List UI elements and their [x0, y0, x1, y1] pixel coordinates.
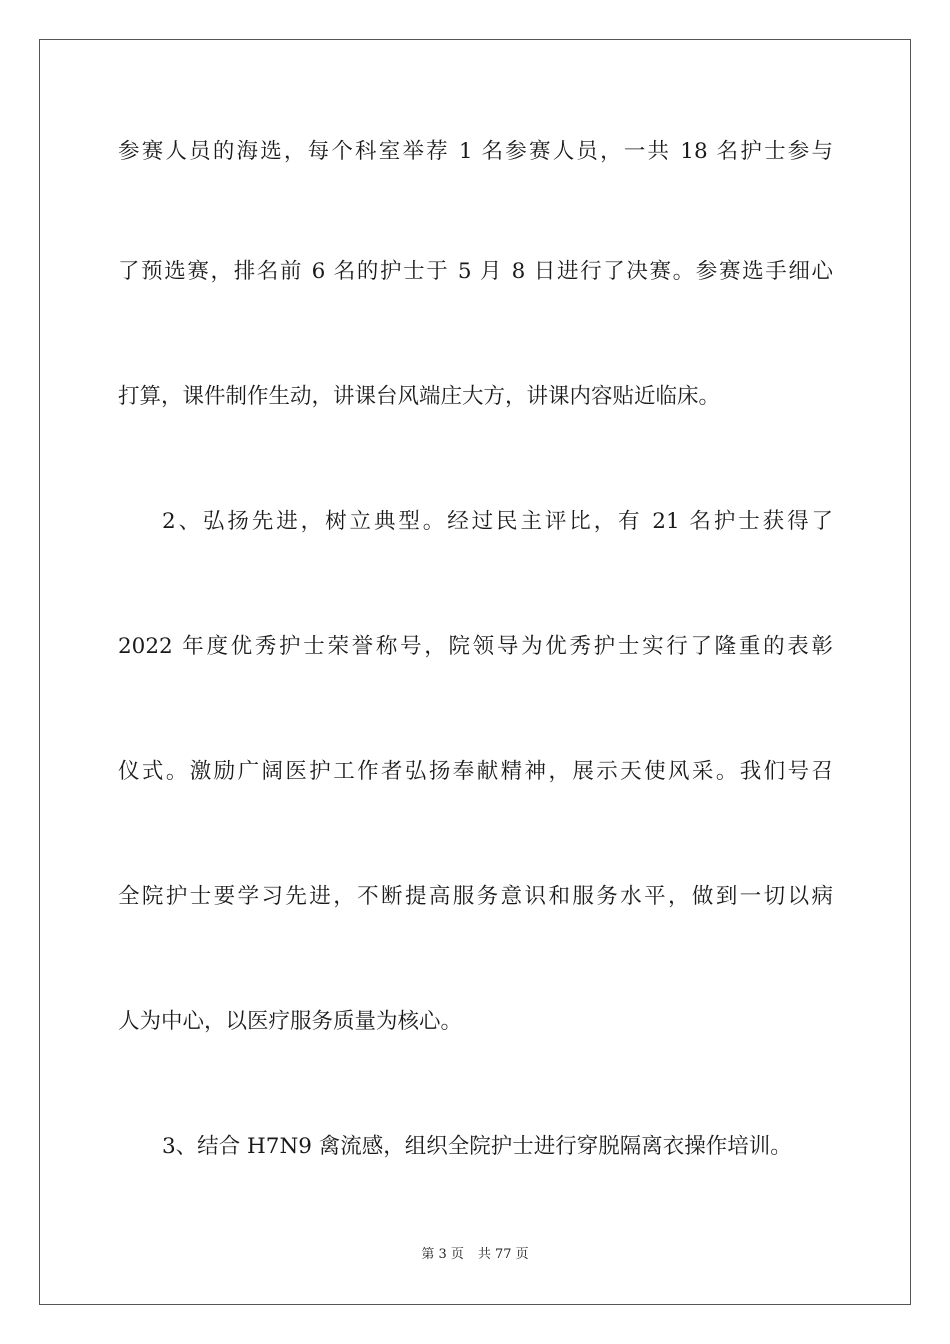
- page-footer: [0, 1246, 950, 1264]
- paragraph-line: 仪式。激励广阔医护工作者弘扬奉献精神，展示天使风采。我们号召: [118, 759, 833, 784]
- page-border: [39, 39, 911, 1305]
- paragraph-line: 人为中心，以医疗服务质量为核心。: [118, 1009, 463, 1034]
- paragraph-line: 参赛人员的海选，每个科室举荐 1 名参赛人员，一共 18 名护士参与: [118, 139, 833, 164]
- paragraph-line: 2022 年度优秀护士荣誉称号，院领导为优秀护士实行了隆重的表彰: [118, 634, 833, 659]
- page-number: 第 3 页: [421, 1247, 464, 1262]
- page-total: 共 77 页: [477, 1247, 529, 1262]
- paragraph-line: 2、弘扬先进，树立典型。经过民主评比，有 21 名护士获得了: [162, 509, 833, 534]
- paragraph-line: 全院护士要学习先进，不断提高服务意识和服务水平，做到一切以病: [118, 884, 833, 909]
- paragraph-line: 了预选赛，排名前 6 名的护士于 5 月 8 日进行了决赛。参赛选手细心: [118, 259, 833, 284]
- paragraph-line: 打算，课件制作生动，讲课台风端庄大方，讲课内容贴近临床。: [118, 384, 721, 409]
- paragraph-line: 3、结合 H7N9 禽流感，组织全院护士进行穿脱隔离衣操作培训。: [162, 1134, 792, 1159]
